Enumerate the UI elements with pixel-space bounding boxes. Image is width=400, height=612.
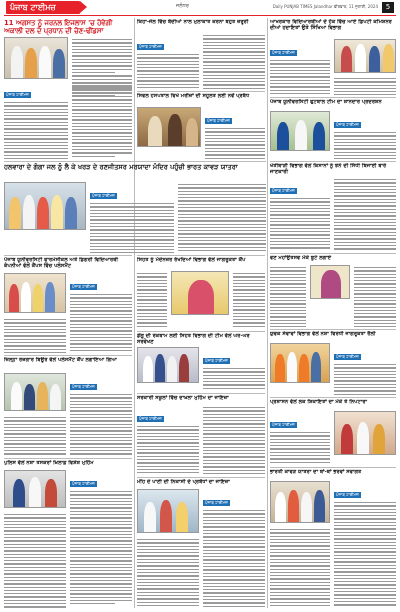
byline-badge: ਪੰਜਾਬ ਟਾਈਮਜ਼ bbox=[336, 122, 359, 127]
article bbox=[137, 93, 265, 159]
byline-badge: ਪੰਜਾਬ ਟਾਈਮਜ਼ bbox=[72, 384, 95, 389]
masthead-rule bbox=[4, 15, 396, 16]
byline-badge: ਪੰਜਾਬ ਟਾਈਮਜ਼ bbox=[272, 50, 295, 55]
edition-label: ਜਲੰਧਰ bbox=[176, 3, 189, 9]
article bbox=[4, 460, 132, 608]
article-body bbox=[137, 539, 199, 608]
article-body bbox=[233, 273, 265, 329]
news-photo bbox=[4, 37, 68, 79]
byline-badge: ਪੰਜਾਬ ਟਾਈਮਜ਼ bbox=[72, 284, 95, 289]
article-body bbox=[270, 198, 330, 251]
article-headline: ਖੇਤੀਬਾੜੀ ਵਿਭਾਗ ਵੱਲੋਂ ਕਿਸਾਨਾਂ ਨੂੰ ਝੋਨੇ ਦੀ ਸਿੱਧੀ ਬਿਜਾਈ ਬਾਰੇ ਜਾਣਕਾਰੀ bbox=[270, 163, 387, 176]
article-body bbox=[4, 514, 66, 608]
article-body bbox=[4, 417, 66, 455]
masthead bbox=[0, 0, 400, 16]
article bbox=[270, 255, 396, 327]
column-divider bbox=[267, 18, 268, 608]
article-headline: ਸਿਹਤ ਨੂੰ ਮੱਦੇਨਜ਼ਰ ਰੱਖਦਿਆਂ ਵਿਭਾਗ ਵੱਲੋਂ ਜਾਗਰੂਕਤਾ ਕੈਂਪ bbox=[137, 257, 246, 263]
section-divider bbox=[4, 161, 266, 162]
article bbox=[137, 333, 265, 391]
article-body bbox=[270, 432, 330, 465]
article-body bbox=[178, 184, 266, 253]
article-body bbox=[203, 407, 265, 475]
section-divider bbox=[270, 253, 396, 254]
article bbox=[4, 357, 132, 455]
section-divider bbox=[270, 97, 396, 98]
news-photo bbox=[270, 343, 330, 383]
article bbox=[270, 163, 396, 251]
section-divider bbox=[137, 91, 265, 92]
byline-badge: ਪੰਜਾਬ ਟਾਈਮਜ਼ bbox=[336, 492, 359, 497]
article-headline: ਸਿਵਲ ਹਸਪਤਾਲ ਵਿਖੇ ਮਰੀਜ਼ਾਂ ਦੀ ਸਹੂਲਤ ਲਈ ਨਵੇਂ ਪ੍ਰਬੰਧ bbox=[137, 93, 250, 99]
byline-badge: ਪੰਜਾਬ ਟਾਈਮਜ਼ bbox=[205, 500, 228, 505]
article-headline: ਹਲਵਾਰਾ ਦੇ ਗੰਗਾ ਜਲ ਨੂੰ ਲੈ ਕੇ ਖਰੜ ਦੇ ਰਣਜੀਤਸਰ ਮਰਯਾਦਾ ਮੰਦਿਰ ਪਹੁੰਚੀ ਭਾਰਤ ਕਾਵੜ ਯਾਤਰਾ bbox=[4, 163, 238, 171]
article-headline: 11 ਅਗਸਤ ਨੂੰ ਜਰਨਲ ਇਜਲਾਸ 'ਚ ਹੋਵੇਗੀ ਅਕਾਲੀ ਦਲ ਦੇ ਪ੍ਰਧਾਨ ਦੀ ਚੋਣ-ਢੀਂਡਸਾ bbox=[4, 19, 113, 36]
news-photo bbox=[137, 347, 199, 383]
article-wide bbox=[4, 163, 266, 253]
article-body bbox=[334, 364, 396, 395]
section-divider bbox=[270, 467, 396, 468]
article bbox=[270, 19, 396, 95]
section-divider bbox=[270, 397, 396, 398]
article-headline: ਪੁਲਿਸ ਵੱਲੋਂ ਨਸ਼ਾ ਤਸਕਰਾਂ ਖ਼ਿਲਾਫ਼ ਵਿਸ਼ੇਸ਼ ਮੁਹਿੰਮ bbox=[4, 460, 94, 466]
article-body bbox=[334, 78, 396, 95]
article-headline: ਯੁਵਕ ਸੇਵਾਵਾਂ ਵਿਭਾਗ ਵੱਲੋਂ ਨਸ਼ਾ ਵਿਰੋਧੀ ਜਾਗਰੂਕਤਾ ਰੈਲੀ bbox=[270, 331, 376, 337]
article-body bbox=[90, 203, 174, 253]
article-body bbox=[270, 267, 306, 327]
article-body bbox=[334, 179, 396, 251]
byline-badge: ਪੰਜਾਬ ਟਾਈਮਜ਼ bbox=[336, 354, 359, 359]
article-body bbox=[354, 267, 396, 327]
byline-badge: ਪੰਜਾਬ ਟਾਈਮਜ਼ bbox=[6, 92, 29, 97]
paper-info: Daily PUNJAB TIMES Jalandhar ਵੀਰਵਾਰ, 11 ਜੁਲਾਈ, 2024 bbox=[272, 4, 378, 9]
article-body bbox=[205, 128, 265, 159]
article-headline: ਡੇਂਗੂ ਦੀ ਰੋਕਥਾਮ ਲਈ ਸਿਹਤ ਵਿਭਾਗ ਦੀ ਟੀਮ ਵੱਲੋਂ ਘਰ-ਘਰ ਸਰਵੇਖਣ bbox=[137, 333, 250, 346]
article-body bbox=[70, 491, 132, 604]
byline-badge: ਪੰਜਾਬ ਟਾਈਮਜ਼ bbox=[272, 188, 295, 193]
article bbox=[270, 331, 396, 395]
column-divider bbox=[134, 18, 135, 608]
article bbox=[137, 479, 265, 608]
article-body bbox=[270, 529, 330, 608]
article bbox=[137, 257, 265, 329]
article-body bbox=[70, 294, 132, 353]
news-photo bbox=[270, 481, 330, 523]
news-photo bbox=[4, 470, 66, 508]
article-body bbox=[203, 510, 265, 608]
article-body bbox=[72, 83, 132, 157]
section-divider bbox=[137, 331, 265, 332]
article-body bbox=[137, 273, 167, 329]
section-label: ਪੰਜਾਬ ਟਾਈਮਜ਼ bbox=[6, 1, 80, 14]
news-photo bbox=[137, 107, 201, 147]
article-body bbox=[4, 102, 68, 159]
news-photo bbox=[4, 373, 66, 411]
section-divider bbox=[137, 393, 265, 394]
article-headline: ਵਣ ਮਹਾਂਉਤਸਵ ਮੌਕੇ ਬੂਟੇ ਲਗਾਏ bbox=[270, 255, 332, 261]
article bbox=[270, 399, 396, 465]
news-photo bbox=[137, 489, 199, 533]
section-divider bbox=[270, 329, 396, 330]
article-body bbox=[334, 132, 396, 159]
portrait-photo bbox=[310, 265, 350, 299]
article-headline: ਪੰਜਾਬ ਯੂਨੀਵਰਸਿਟੀ ਫਾਰਮੇਸੀਕਲ ਅਤੇ ਡਿਗਰੀ ਵਿਦਿਆਰਥੀ ਕੰਪਨੀਆਂ ਵੱਲੋਂ ਕੈਂਪਸ ਵਿੱਚ ਪਲੇਸਮੈਂਟ bbox=[4, 257, 119, 270]
article bbox=[137, 395, 265, 475]
news-photo bbox=[270, 111, 330, 151]
byline-badge: ਪੰਜਾਬ ਟਾਈਮਜ਼ bbox=[139, 416, 162, 421]
byline-badge: ਪੰਜਾਬ ਟਾਈਮਜ਼ bbox=[272, 422, 295, 427]
byline-badge: ਪੰਜਾਬ ਟਾਈਮਜ਼ bbox=[139, 44, 162, 49]
news-photo bbox=[4, 182, 86, 230]
article bbox=[4, 257, 132, 353]
article bbox=[270, 99, 396, 159]
article-headline: ਕਿਹਾ-ਜੇਲ ਵਿੱਚ ਬੰਦੀਆਂ ਨਾਲ ਮੁਲਾਕਾਤ ਕਰਨਾ ਬਹੁਤ ਜ਼ਰੂਰੀ bbox=[137, 19, 249, 25]
news-photo bbox=[4, 273, 66, 313]
article-headline: ਮੀਂਹ ਦੇ ਪਾਣੀ ਦੀ ਨਿਕਾਸੀ ਦੇ ਪ੍ਰਬੰਧਾਂ ਦਾ ਜਾਇਜ਼ਾ bbox=[137, 479, 230, 485]
news-photo bbox=[334, 39, 396, 73]
byline-badge: ਪੰਜਾਬ ਟਾਈਮਜ਼ bbox=[72, 481, 95, 486]
article-headline: ਆਖਰਕਾਰ ਵਿਦਿਆਰਥੀਆਂ ਦੇ ਹੱਕ ਵਿੱਚ ਆਏ ਡਿਪਟੀ ਕਮਿਸ਼ਨਰ ਦੀਆਂ ਹਦਾਇਤਾਂ ਉਤੇ ਸਿੱਖਿਆ ਵਿਭਾਗ bbox=[270, 19, 392, 32]
portrait-photo bbox=[171, 271, 229, 315]
article-body bbox=[70, 394, 132, 455]
section-divider bbox=[137, 477, 265, 478]
article-body bbox=[137, 54, 199, 89]
section-divider bbox=[270, 161, 396, 162]
byline-badge: ਪੰਜਾਬ ਟਾਈਮਜ਼ bbox=[207, 118, 230, 123]
article-lead bbox=[4, 19, 132, 159]
article-body bbox=[203, 368, 265, 391]
article-headline: ਸਰਕਾਰੀ ਸਕੂਲਾਂ ਵਿੱਚ ਦਾਖ਼ਲਾ ਮੁਹਿੰਮ ਦਾ ਜਾਇਜ਼ਾ bbox=[137, 395, 229, 401]
section-divider bbox=[4, 255, 132, 256]
article-body bbox=[270, 60, 330, 95]
article-body bbox=[334, 502, 396, 608]
section-divider bbox=[137, 255, 265, 256]
article-headline: ਜ਼ਿਲ੍ਹਾ ਰੋਜ਼ਗਾਰ ਬਿਊਰੋ ਵੱਲੋਂ ਪਲੇਸਮੈਂਟ ਕੈਂਪ ਲਗਾਇਆ ਗਿਆ bbox=[4, 357, 118, 363]
news-photo bbox=[334, 411, 396, 455]
article-headline: ਭਾਰਤੀ ਕਾਵੜ ਯਾਤਰਾ ਦਾ ਥਾਂ-ਥਾਂ ਭਰਵਾਂ ਸਵਾਗਤ bbox=[270, 469, 362, 475]
page-number: 5 bbox=[382, 2, 394, 13]
article-body bbox=[203, 35, 265, 89]
section-divider bbox=[4, 458, 132, 459]
article bbox=[270, 469, 396, 608]
article bbox=[137, 19, 265, 89]
article-body bbox=[137, 426, 199, 475]
section-divider bbox=[4, 355, 132, 356]
byline-badge: ਪੰਜਾਬ ਟਾਈਮਜ਼ bbox=[205, 358, 228, 363]
article-headline: ਪੰਜਾਬ ਯੂਨੀਵਰਸਿਟੀ ਫੁਟਬਾਲ ਟੀਮ ਦਾ ਸ਼ਾਨਦਾਰ ਪ੍ਰਦਰਸ਼ਨ bbox=[270, 99, 382, 105]
article-headline: ਪ੍ਰਸ਼ਾਸਨ ਵੱਲੋਂ ਲੋਕ ਸ਼ਿਕਾਇਤਾਂ ਦਾ ਮੌਕੇ ਤੇ ਨਿਪਟਾਰਾ bbox=[270, 399, 368, 405]
article-body bbox=[4, 319, 66, 353]
byline-badge: ਪੰਜਾਬ ਟਾਈਮਜ਼ bbox=[92, 193, 115, 198]
